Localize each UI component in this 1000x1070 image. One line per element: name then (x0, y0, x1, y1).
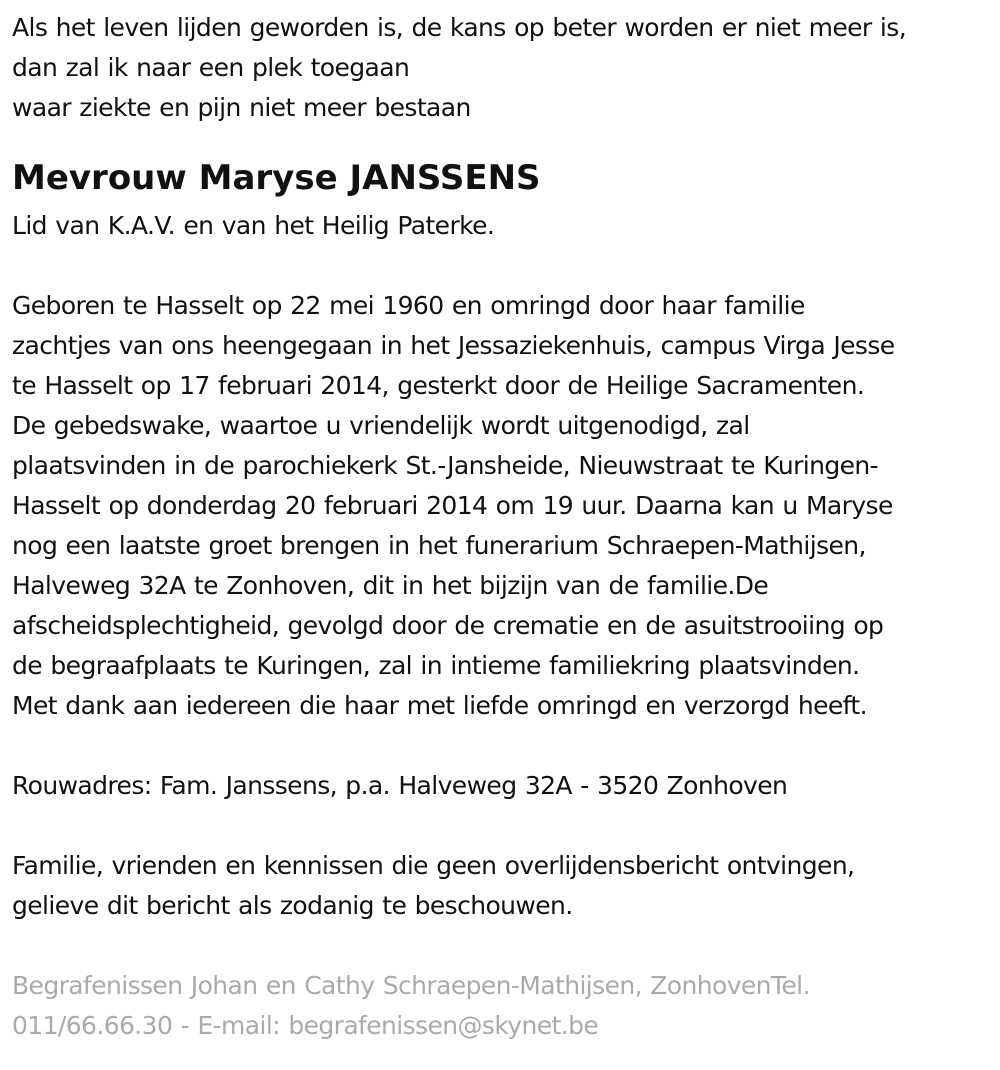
poem (12, 8, 988, 128)
announcement-line: Geboren te Hasselt op 22 mei 1960 en omringd door haar familie (12, 291, 805, 320)
poem-line: dan zal ik naar een plek toegaan (12, 53, 410, 82)
announcement-line: plaatsvinden in de parochiekerk St.-Jansheide, Nieuwstraat te Kuringen- (12, 451, 879, 480)
mourning-address: Rouwadres: Fam. Janssens, p.a. Halveweg 32A - 3520 Zonhoven (12, 771, 788, 800)
announcement-line: zachtjes van ons heengegaan in het Jessaziekenhuis, campus Virga Jesse (12, 331, 895, 360)
funeral-home-line: Begrafenissen Johan en Cathy Schraepen-Mathijsen, ZonhovenTel. (12, 971, 810, 1000)
announcement-line: De gebedswake, waartoe u vriendelijk wordt uitgenodigd, zal (12, 411, 750, 440)
funeral-home-footer (12, 966, 988, 1046)
funeral-home-contact: 011/66.66.30 - E-mail: begrafenissen@skynet.be (12, 1011, 599, 1040)
spacer (12, 726, 988, 766)
spacer (12, 246, 988, 286)
notice-line: Familie, vrienden en kennissen die geen overlijdensbericht ontvingen, (12, 851, 855, 880)
notice-line: gelieve dit bericht als zodanig te beschouwen. (12, 891, 573, 920)
announcement-line: te Hasselt op 17 februari 2014, gesterkt door de Heilige Sacramenten. (12, 371, 865, 400)
deceased-section (12, 154, 988, 246)
announcement-line: nog een laatste groet brengen in het funerarium Schraepen-Mathijsen, (12, 531, 866, 560)
poem-line: waar ziekte en pijn niet meer bestaan (12, 93, 471, 122)
announcement-line: afscheidsplechtigheid, gevolgd door de crematie en de asuitstrooiing op (12, 611, 884, 640)
membership-text: Lid van K.A.V. en van het Heilig Paterke. (12, 211, 495, 240)
announcement-line: Hasselt op donderdag 20 februari 2014 om 19 uur. Daarna kan u Maryse (12, 491, 893, 520)
deceased-name: Mevrouw Maryse JANSSENS (12, 158, 541, 198)
poem-line: Als het leven lijden geworden is, de kans op beter worden er niet meer is, (12, 13, 907, 42)
notice-text (12, 846, 988, 926)
spacer (12, 926, 988, 966)
announcement-text (12, 286, 988, 726)
spacer (12, 806, 988, 846)
spacer (12, 128, 988, 154)
announcement-line: Halveweg 32A te Zonhoven, dit in het bijzijn van de familie.De (12, 571, 769, 600)
announcement-line: de begraafplaats te Kuringen, zal in intieme familiekring plaatsvinden. (12, 651, 860, 680)
announcement-line: Met dank aan iedereen die haar met liefde omringd en verzorgd heeft. (12, 691, 867, 720)
